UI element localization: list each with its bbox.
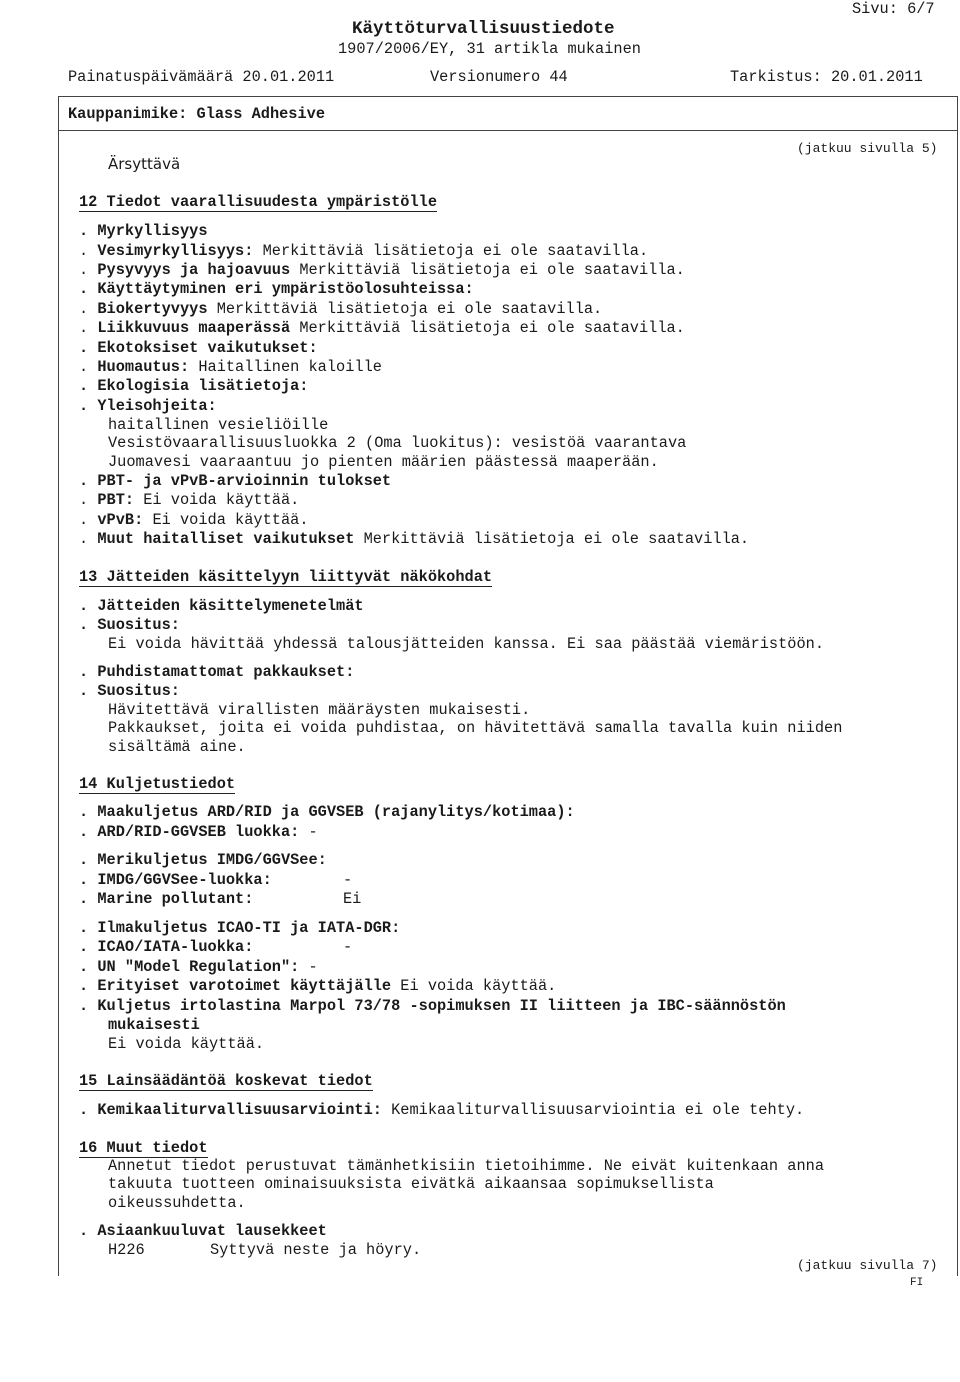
s12-toxicity: . Myrkyllisyys — [79, 222, 208, 240]
continued-to: (jatkuu sivulla 7) — [797, 1258, 938, 1273]
s14-bulk-not-applicable: Ei voida käyttää. — [108, 1035, 265, 1053]
regulation-reference: 1907/2006/EY, 31 artikla mukainen — [338, 40, 641, 58]
s14-icao-class-label: . ICAO/IATA-luokka: — [79, 938, 254, 956]
s12-eco-info: . Ekologisia lisätietoja: — [79, 377, 309, 395]
s14-imdg-class-label: . IMDG/GGVSee-luokka: — [79, 871, 272, 889]
s14-special-precautions: . Erityiset varotoimet käyttäjälle Ei voida käyttää. — [79, 977, 557, 995]
s13-line-substance: sisältämä aine. — [108, 738, 246, 756]
version-number: Versionumero 44 — [430, 68, 568, 86]
section-14-heading: 14 Kuljetustiedot — [79, 775, 236, 793]
s13-packaging: . Puhdistamattomat pakkaukset: — [79, 663, 355, 681]
s14-land-transport: . Maakuljetus ARD/RID ja GGVSEB (rajanylitys/kotimaa): — [79, 803, 575, 821]
s12-vpvb: . vPvB: Ei voida käyttää. — [79, 511, 309, 529]
section-13-heading: 13 Jätteiden käsittelyyn liittyvät näkökohdat — [79, 568, 493, 586]
s16-line-1: Annetut tiedot perustuvat tämänhetkisiin tietoihimme. Ne eivät kuitenkaan anna — [108, 1157, 825, 1175]
s14-air-transport: . Ilmakuljetus ICAO-TI ja IATA-DGR: — [79, 919, 401, 937]
s14-bulk-transport-cont: mukaisesti — [108, 1016, 200, 1034]
s12-pbt: . PBT: Ei voida käyttää. — [79, 491, 300, 509]
s14-adr-class: . ARD/RID-GGVSEB luokka: - — [79, 823, 318, 841]
s12-ecotoxic: . Ekotoksiset vaikutukset: — [79, 339, 318, 357]
s16-h226-text: Syttyvä neste ja höyry. — [210, 1241, 422, 1259]
continued-from: (jatkuu sivulla 5) — [797, 141, 938, 156]
s12-line-harmful: haitallinen vesieliöille — [108, 416, 329, 434]
page-number: Sivu: 6/7 — [852, 0, 935, 18]
s12-line-water-hazard: Vesistövaarallisuusluokka 2 (Oma luokitus): vesistöä vaarantava — [108, 434, 687, 452]
s14-sea-transport: . Merikuljetus IMDG/GGVSee: — [79, 851, 327, 869]
section-15-heading: 15 Lainsäädäntöä koskevat tiedot — [79, 1072, 373, 1090]
s12-persistence: . Pysyvyys ja hajoavuus Merkittäviä lisätietoja ei ole saatavilla. — [79, 261, 685, 279]
s12-other-effects: . Muut haitalliset vaikutukset Merkittäviä lisätietoja ei ole saatavilla. — [79, 530, 750, 548]
s12-note: . Huomautus: Haitallinen kaloille — [79, 358, 382, 376]
s12-mobility: . Liikkuvuus maaperässä Merkittäviä lisätietoja ei ole saatavilla. — [79, 319, 685, 337]
revision-date: Tarkistus: 20.01.2011 — [730, 68, 923, 86]
s16-line-3: oikeussuhdetta. — [108, 1194, 246, 1212]
s14-marine-pollutant-label: . Marine pollutant: — [79, 890, 254, 908]
s13-line-packages: Pakkaukset, joita ei voida puhdistaa, on hävitettävä samalla tavalla kuin niiden — [108, 719, 843, 737]
s15-chemical-safety: . Kemikaaliturvallisuusarviointi: Kemikaaliturvallisuusarviointia ei ole tehty. — [79, 1101, 805, 1119]
s13-line-household: Ei voida hävittää yhdessä talousjätteiden kanssa. Ei saa päästää viemäristöön. — [108, 635, 825, 653]
s16-h226-code: H226 — [108, 1241, 145, 1259]
s12-general: . Yleisohjeita: — [79, 397, 217, 415]
print-date: Painatuspäivämäärä 20.01.2011 — [68, 68, 335, 86]
s14-icao-class-value: - — [343, 938, 353, 956]
s12-aquatic-toxicity: . Vesimyrkyllisyys: Merkittäviä lisätietoja ei ole saatavilla. — [79, 242, 649, 260]
s12-bioaccumulation: . Biokertyvyys Merkittäviä lisätietoja ei ole saatavilla. — [79, 300, 603, 318]
s12-line-drinking-water: Juomavesi vaaraantuu jo pienten määrien päästessä maaperään. — [108, 453, 659, 471]
s13-recommendation-1: . Suositus: — [79, 616, 180, 634]
s13-recommendation-2: . Suositus: — [79, 682, 180, 700]
s16-relevant-phrases: . Asiaankuuluvat lausekkeet — [79, 1222, 327, 1240]
s14-bulk-transport: . Kuljetus irtolastina Marpol 73/78 -sopimuksen II liitteen ja IBC-säännöstön — [79, 997, 786, 1015]
language-code: FI — [910, 1277, 924, 1289]
trade-name: Kauppanimike: Glass Adhesive — [68, 105, 326, 123]
s16-line-2: takuuta tuotteen ominaisuuksista eivätkä aikaansaa sopimuksellista — [108, 1175, 714, 1193]
s14-imdg-class-value: - — [343, 871, 353, 889]
irritant-label: Ärsyttävä — [108, 155, 181, 173]
section-12-heading: 12 Tiedot vaarallisuudesta ympäristölle — [79, 193, 438, 211]
s14-un-model: . UN "Model Regulation": - — [79, 958, 318, 976]
frame-divider — [58, 130, 958, 131]
section-16-heading: 16 Muut tiedot — [79, 1139, 208, 1157]
document-title: Käyttöturvallisuustiedote — [352, 19, 615, 39]
s13-methods: . Jätteiden käsittelymenetelmät — [79, 597, 364, 615]
s12-pbt-results: . PBT- ja vPvB-arvioinnin tulokset — [79, 472, 392, 490]
s14-marine-pollutant-value: Ei — [343, 890, 362, 908]
s13-line-official: Hävitettävä virallisten määräysten mukaisesti. — [108, 701, 531, 719]
s12-behaviour: . Käyttäytyminen eri ympäristöolosuhteissa: — [79, 280, 474, 298]
